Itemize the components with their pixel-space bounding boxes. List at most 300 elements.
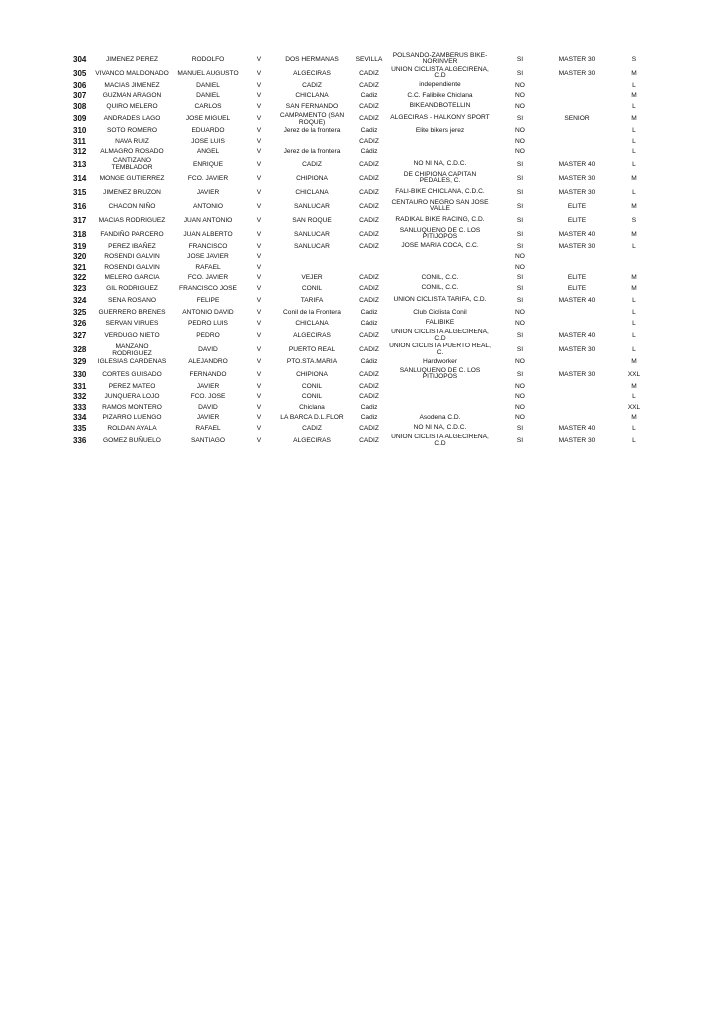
bib-number: 304 (73, 54, 87, 64)
first-name-cell: JOSE JAVIER (187, 253, 229, 261)
category-cell (546, 91, 608, 102)
federated-cell: NO (515, 127, 525, 135)
locality-cell: CAMPAMENTO (SAN ROQUE) (279, 111, 345, 126)
province-cell: CADIZ (359, 274, 379, 282)
size-cell: M (631, 174, 637, 182)
first-name-cell: RODOLFO (191, 55, 225, 63)
category-cell (546, 413, 608, 424)
province-cell: CADIZ (359, 137, 379, 145)
locality-cell: CHIPIONA (296, 370, 328, 378)
sex-cell: V (256, 319, 262, 327)
locality-cell: CADIZ (302, 160, 322, 168)
federated-cell: SI (516, 115, 524, 122)
sex-cell: V (256, 174, 262, 182)
locality-cell: Jerez de la frontera (283, 127, 341, 135)
federated-cell: SI (516, 174, 524, 182)
sex-cell: V (256, 102, 262, 110)
club-cell: JOSE MARIA COCA, C.C. (401, 242, 479, 249)
province-cell: CADIZ (359, 284, 379, 292)
federated-cell: NO (515, 137, 525, 145)
sex-cell: V (256, 437, 262, 444)
table-row (70, 112, 660, 126)
locality-cell: CHIPIONA (296, 174, 328, 182)
province-cell: CADIZ (359, 297, 379, 304)
sex-cell: V (256, 346, 262, 353)
first-name-cell: JAVIER (196, 382, 220, 390)
club-cell: Hardworker (422, 357, 458, 365)
size-cell: M (631, 358, 637, 366)
federated-cell: NO (515, 393, 525, 401)
club-cell: RADIKAL BIKE RACING, C.D. (395, 215, 485, 223)
federated-cell: NO (515, 403, 525, 411)
province-cell: CADIZ (359, 230, 379, 238)
size-cell: XXL (627, 370, 641, 378)
bib-number: 326 (73, 318, 87, 328)
province-cell: Cadiz (360, 309, 378, 317)
category-cell (546, 147, 608, 158)
federated-cell: SI (516, 297, 524, 304)
federated-cell: SI (516, 242, 524, 250)
bib-number: 315 (73, 187, 87, 197)
club-cell: UNION CICLISTA ALGECIREÑA, C.D (391, 66, 489, 79)
size-cell: L (632, 242, 636, 250)
surname-cell: QUIRO MELERO (106, 102, 158, 110)
locality-cell: CHICLANA (295, 92, 329, 100)
surname-cell: SERVAN VIRUES (105, 319, 159, 327)
province-cell: Cadiz (360, 403, 378, 411)
club-cell: CONIL, C.C. (421, 284, 459, 291)
size-cell: L (632, 393, 636, 401)
first-name-cell: JAVIER (196, 414, 220, 422)
sex-cell: V (256, 393, 262, 401)
bib-number: 321 (73, 262, 87, 272)
first-name-cell: RAFAEL (195, 263, 221, 271)
club-cell: POLSANDO-ZAMBERUS BIKE-NORINVER (392, 52, 488, 65)
bib-number: 311 (73, 136, 86, 146)
category-cell: MASTER 30 (558, 370, 596, 378)
locality-cell: PTO.STA.MARIA (286, 358, 338, 366)
sex-cell: V (256, 148, 262, 156)
province-cell: CADIZ (359, 174, 379, 182)
club-cell (386, 147, 494, 158)
bib-number: 317 (73, 215, 87, 225)
bib-number: 328 (73, 345, 87, 354)
table-row (70, 357, 660, 368)
surname-cell: PEREZ MATEO (108, 382, 156, 390)
club-cell (386, 381, 494, 392)
federated-cell: SI (516, 424, 524, 432)
table-row (70, 273, 660, 284)
locality-cell: LA BARCA D.L.FLOR (280, 414, 344, 422)
category-cell (546, 308, 608, 319)
club-cell: Asodena C.D. (419, 413, 461, 421)
first-name-cell: FRANCISCO (188, 242, 228, 250)
first-name-cell: ANTONIO DAVID (182, 309, 234, 317)
sex-cell: V (256, 69, 262, 77)
sex-cell: V (256, 332, 262, 339)
size-cell: L (632, 81, 636, 89)
bib-number: 331 (73, 381, 87, 391)
category-cell (546, 357, 608, 368)
bib-number: 309 (73, 114, 87, 123)
province-cell: CADIZ (359, 69, 379, 77)
club-cell: FALI-BIKE CHICLANA, C.D.C. (395, 187, 485, 195)
category-cell (546, 402, 608, 413)
federated-cell: SI (516, 437, 524, 444)
size-cell: L (632, 309, 636, 317)
category-cell: MASTER 30 (558, 346, 596, 353)
locality-cell (272, 262, 352, 273)
surname-cell: MACIAS RODRIGUEZ (98, 216, 166, 224)
sex-cell: V (256, 382, 262, 390)
table-row (70, 318, 660, 329)
surname-cell: MONGE GUTIERREZ (99, 174, 165, 182)
first-name-cell: JUAN ALBERTO (183, 230, 233, 238)
size-cell: M (631, 274, 637, 282)
locality-cell: CONIL (301, 284, 323, 292)
table-row (70, 199, 660, 213)
province-cell: SEVILLA (355, 55, 383, 63)
federated-cell: SI (516, 370, 524, 378)
category-cell (546, 101, 608, 112)
federated-cell: NO (515, 319, 525, 327)
surname-cell: ROLDAN AYALA (107, 424, 157, 432)
sex-cell: V (256, 414, 262, 422)
bib-number: 313 (73, 159, 87, 169)
category-cell: SENIOR (564, 115, 590, 122)
table-row (70, 381, 660, 392)
club-cell: Club Ciclista Conil (413, 308, 467, 316)
province-cell (352, 262, 386, 273)
size-cell: S (631, 55, 637, 63)
first-name-cell: ALEJANDRO (188, 358, 228, 366)
province-cell: Cádiz (360, 319, 378, 327)
category-cell: MASTER 30 (558, 69, 596, 77)
registration-list (70, 52, 660, 448)
surname-cell: SOTO ROMERO (106, 127, 158, 135)
category-cell: MASTER 40 (558, 160, 596, 168)
federated-cell: SI (516, 274, 524, 282)
federated-cell: NO (515, 263, 525, 271)
club-cell: NO NI NA, C.D.C. (413, 159, 467, 167)
federated-cell: NO (515, 414, 525, 422)
table-row (70, 413, 660, 424)
sex-cell: V (256, 358, 262, 366)
federated-cell: SI (516, 346, 524, 353)
province-cell: CADIZ (359, 242, 379, 250)
first-name-cell: EDUARDO (191, 127, 225, 135)
table-row (70, 367, 660, 381)
table-row (70, 241, 660, 252)
sex-cell: V (256, 370, 262, 378)
surname-cell: MANZANO RODRIGUEZ (112, 342, 152, 357)
federated-cell: SI (516, 188, 524, 196)
surname-cell: CHACON NIÑO (108, 202, 156, 210)
first-name-cell: CARLOS (194, 102, 222, 110)
first-name-cell: JOSE LUIS (191, 137, 225, 145)
federated-cell: NO (515, 309, 525, 317)
federated-cell: NO (515, 253, 525, 261)
sex-cell: V (256, 92, 262, 100)
club-cell: UNION CICLISTA ALGECIREÑA, C.D (391, 433, 489, 447)
first-name-cell: DANIEL (196, 81, 220, 89)
province-cell: CADIZ (359, 102, 379, 110)
size-cell: M (631, 230, 637, 238)
surname-cell: ALMAGRO ROSADO (100, 148, 164, 156)
locality-cell (272, 252, 352, 263)
size-cell: L (632, 102, 636, 110)
table-row (70, 136, 660, 147)
locality-cell: Jerez de la frontera (283, 148, 341, 156)
category-cell (546, 318, 608, 329)
bib-number: 330 (73, 369, 87, 379)
province-cell: CADIZ (359, 202, 379, 210)
locality-cell: ALGECIRAS (293, 437, 331, 444)
locality-cell: CONIL (301, 393, 323, 401)
bib-number: 308 (73, 101, 87, 111)
size-cell (608, 262, 660, 273)
club-cell (386, 262, 494, 273)
size-cell: L (632, 127, 636, 135)
surname-cell: FANDIÑO PARCERO (100, 230, 164, 238)
club-cell: Elite bikers jerez (415, 126, 465, 134)
locality-cell: SANLUCAR (294, 242, 330, 250)
surname-cell: JIMENEZ BRUZON (103, 188, 161, 196)
size-cell: XXL (627, 403, 641, 411)
surname-cell: MELERO GARCIA (104, 274, 160, 282)
size-cell: S (631, 216, 637, 224)
category-cell (546, 392, 608, 403)
first-name-cell: PEDRO LUIS (188, 319, 228, 327)
surname-cell: ANDRADES LAGO (103, 115, 161, 122)
province-cell: CADIZ (359, 115, 379, 122)
category-cell (546, 262, 608, 273)
category-cell: ELITE (567, 216, 587, 224)
surname-cell: GUZMAN ARAGON (102, 92, 162, 100)
category-cell: ELITE (567, 284, 587, 292)
locality-cell: ALGECIRAS (293, 332, 331, 339)
federated-cell: NO (515, 81, 525, 89)
province-cell: Cádiz (360, 358, 378, 366)
size-cell: L (632, 148, 636, 156)
sex-cell: V (256, 137, 262, 145)
club-cell (386, 252, 494, 263)
federated-cell: NO (515, 382, 525, 390)
club-cell: independiente (419, 81, 461, 88)
category-cell: MASTER 30 (558, 55, 596, 63)
size-cell: L (632, 319, 636, 327)
surname-cell: NAVA RUIZ (115, 137, 149, 145)
size-cell: M (631, 115, 637, 122)
category-cell (546, 136, 608, 147)
surname-cell: CORTES GUISADO (102, 370, 162, 378)
first-name-cell: FRANCISCO JOSE (179, 284, 237, 292)
sex-cell: V (256, 127, 262, 135)
federated-cell: SI (516, 216, 524, 224)
federated-cell: SI (516, 230, 524, 238)
first-name-cell: JUAN ANTONIO (183, 216, 233, 224)
locality-cell: SAN ROQUE (292, 216, 332, 224)
first-name-cell: DAVID (198, 346, 218, 353)
club-cell: UNION CICLISTA ALGECIREÑA, C.D (391, 328, 489, 342)
club-cell: FALIBIKE (425, 319, 455, 326)
table-row (70, 434, 660, 448)
table-row (70, 392, 660, 403)
locality-cell: CADIZ (302, 424, 322, 432)
federated-cell: SI (516, 160, 524, 168)
size-cell: L (632, 437, 636, 444)
category-cell: MASTER 40 (558, 332, 596, 339)
bib-number: 323 (73, 283, 87, 293)
locality-cell: CONIL (301, 382, 323, 390)
first-name-cell: FERNANDO (189, 370, 227, 378)
sex-cell: V (256, 202, 262, 210)
first-name-cell: ANGEL (196, 148, 220, 156)
surname-cell: ROSENDI GALVIN (104, 263, 160, 271)
province-cell: CADIZ (359, 160, 379, 168)
federated-cell: SI (516, 69, 524, 77)
province-cell: CADIZ (359, 332, 379, 339)
size-cell: L (632, 346, 636, 353)
first-name-cell: FCO. JAVIER (187, 274, 229, 282)
club-cell: SANLUQUEÑO DE C. LOS PITIJOPOS (399, 367, 481, 380)
table-row (70, 252, 660, 263)
bib-number: 305 (73, 68, 87, 78)
surname-cell: MACIAS JIMENEZ (104, 81, 160, 89)
bib-number: 318 (73, 229, 87, 239)
bib-number: 329 (73, 357, 87, 367)
province-cell: CADIZ (359, 424, 379, 432)
bib-number: 334 (73, 413, 87, 423)
sex-cell: V (256, 309, 262, 317)
locality-cell: SANLUCAR (294, 230, 330, 238)
sex-cell: V (256, 188, 262, 196)
province-cell: CADIZ (359, 188, 379, 196)
first-name-cell: FELIPE (196, 297, 220, 304)
sex-cell: V (256, 253, 262, 261)
first-name-cell: FCO. JOSE (190, 393, 226, 401)
first-name-cell: ANTONIO (193, 202, 223, 210)
province-cell: Cadiz (360, 92, 378, 100)
size-cell: L (632, 160, 636, 168)
province-cell: Cadiz (360, 414, 378, 422)
first-name-cell: ENRIQUE (192, 160, 224, 168)
size-cell: L (632, 188, 636, 196)
surname-cell: PEREZ IBAÑEZ (108, 242, 156, 250)
table-row (70, 343, 660, 357)
surname-cell: IGLESIAS CARDENAS (97, 358, 167, 366)
sex-cell: V (256, 284, 262, 292)
category-cell: MASTER 30 (558, 174, 596, 182)
province-cell: CADIZ (359, 437, 379, 444)
bib-number: 306 (73, 80, 87, 90)
locality-cell: CADIZ (302, 81, 322, 89)
category-cell: MASTER 40 (558, 424, 596, 432)
surname-cell: SENA ROSANO (107, 297, 156, 304)
province-cell: CADIZ (359, 382, 379, 390)
table-row (70, 262, 660, 273)
locality-cell: Conil de la Frontera (283, 309, 341, 317)
table-row (70, 147, 660, 158)
sex-cell: V (256, 274, 262, 282)
size-cell: L (632, 137, 636, 145)
surname-cell: RAMOS MONTERO (102, 403, 162, 411)
club-cell (386, 392, 494, 403)
table-row (70, 423, 660, 434)
bib-number: 314 (73, 173, 87, 183)
category-cell (546, 252, 608, 263)
province-cell: Cádiz (360, 148, 378, 156)
sex-cell: V (256, 230, 262, 238)
first-name-cell: DANIEL (196, 92, 220, 100)
club-cell: DE CHIPIONA CAPITAN PEDALES, C. (403, 171, 477, 184)
size-cell: M (631, 382, 637, 390)
table-row (70, 101, 660, 112)
category-cell: MASTER 30 (558, 188, 596, 196)
bib-number: 325 (73, 308, 87, 318)
bib-number: 322 (73, 273, 87, 283)
federated-cell: NO (515, 92, 525, 100)
province-cell: CADIZ (359, 216, 379, 224)
bib-number: 319 (73, 241, 87, 251)
sex-cell: V (256, 115, 262, 122)
bib-number: 320 (73, 252, 87, 262)
category-cell (546, 80, 608, 91)
club-cell: ALGECIRAS - HALKONY SPORT (390, 114, 490, 122)
locality-cell: SANLUCAR (294, 202, 330, 210)
federated-cell: NO (515, 358, 525, 366)
sex-cell: V (256, 424, 262, 432)
table-row (70, 66, 660, 80)
table-row (70, 308, 660, 319)
category-cell: MASTER 30 (558, 242, 596, 250)
category-cell (546, 381, 608, 392)
surname-cell: JIMENEZ PEREZ (105, 55, 159, 63)
surname-cell: ROSENDI GALVIN (104, 253, 160, 261)
federated-cell: NO (515, 102, 525, 110)
club-cell (386, 402, 494, 413)
size-cell (608, 252, 660, 263)
locality-cell: VEJER (301, 274, 323, 282)
table-row (70, 91, 660, 102)
bib-number: 333 (73, 402, 87, 412)
club-cell: UNION CICLISTA TARIFA, C.D. (393, 296, 487, 304)
club-cell: CENTAURO NEGRO SAN JOSE VALLE (391, 199, 489, 212)
locality-cell: SAN FERNANDO (285, 102, 339, 110)
size-cell: M (631, 202, 637, 210)
bib-number: 310 (73, 126, 87, 136)
locality-cell: ALGECIRAS (293, 69, 331, 77)
category-cell: MASTER 40 (558, 297, 596, 304)
locality-cell: CHICLANA (295, 188, 329, 196)
club-cell: C.C. Falibike Chiclana (407, 91, 473, 99)
first-name-cell: MANUEL AUGUSTO (177, 69, 239, 77)
category-cell (546, 126, 608, 137)
locality-cell (272, 136, 352, 147)
size-cell: M (631, 92, 637, 100)
first-name-cell: SANTIAGO (190, 437, 226, 444)
bib-number: 316 (73, 201, 87, 211)
first-name-cell: DAVID (198, 403, 218, 411)
federated-cell: NO (515, 148, 525, 156)
table-row (70, 126, 660, 137)
federated-cell: SI (516, 332, 524, 339)
sex-cell: V (256, 55, 262, 63)
category-cell: MASTER 30 (558, 437, 596, 444)
sex-cell: V (256, 297, 262, 304)
locality-cell: Chiclana (299, 403, 325, 411)
club-cell: BIKEANDBOTELLIN (409, 102, 471, 109)
